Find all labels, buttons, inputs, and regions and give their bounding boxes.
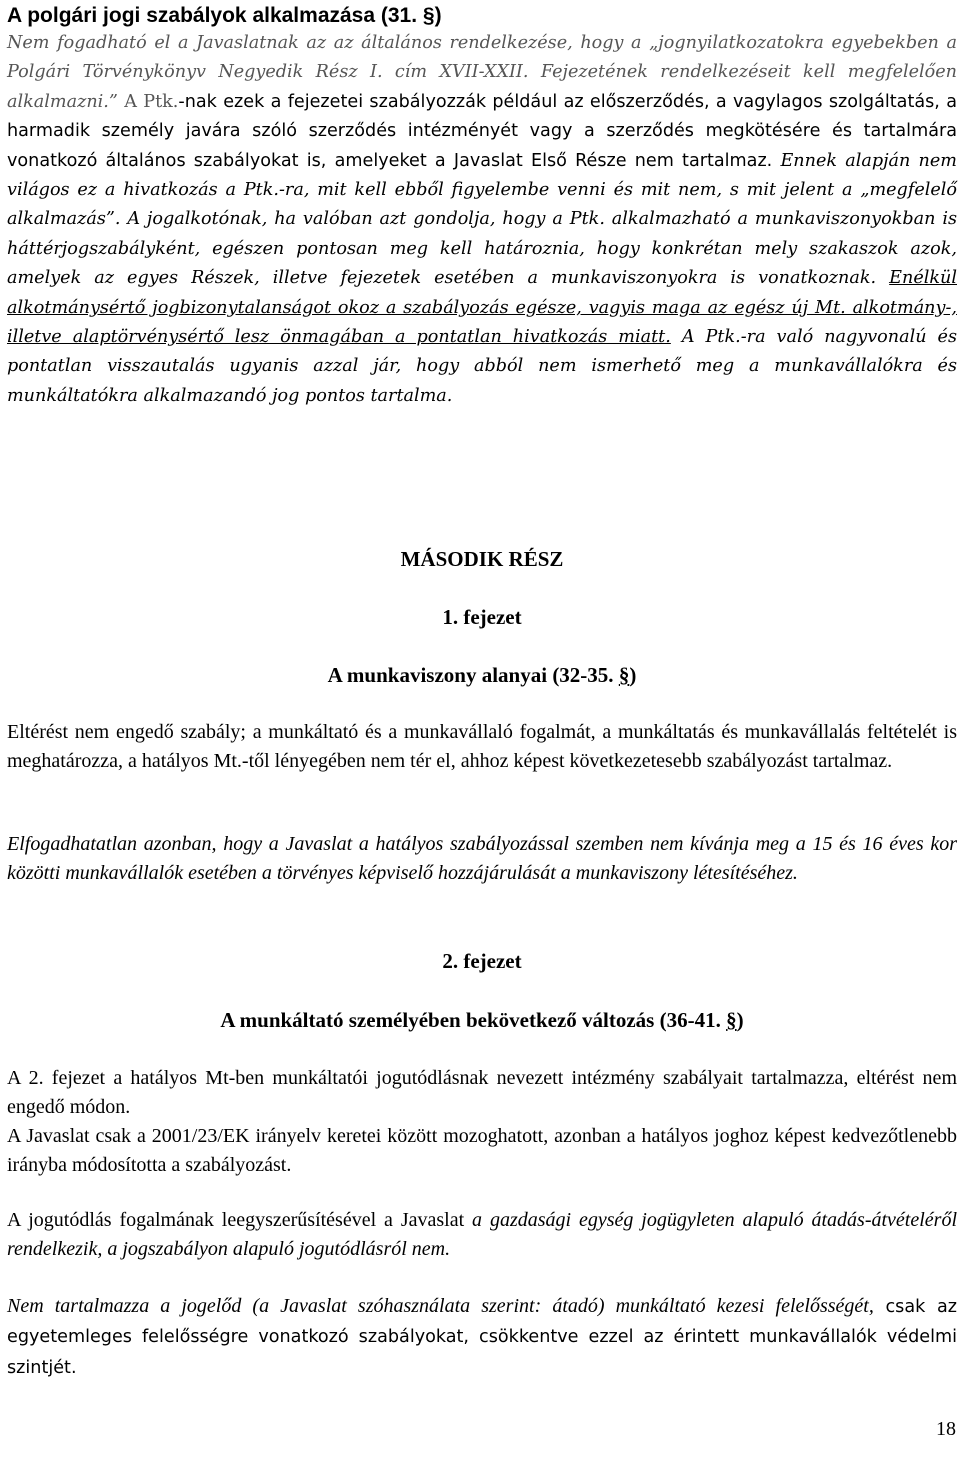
part-title: MÁSODIK RÉSZ [400, 547, 564, 571]
section-heading: A polgári jogi szabályok alkalmazása (31. §) [7, 4, 442, 27]
chapter-2-title-close: ) [736, 1008, 744, 1032]
chapter-1-number: 1. fejezet [442, 605, 522, 629]
chapter-2-title [7, 1006, 957, 1034]
paragraph-ptk-underlined: Enélkül alkotmánysértő jogbizonytalanságot okoz a szabályozás egésze, vagyis maga az egész új Mt. alkotmány-, illetve alaptörvénysértő lesz önmagában a pontatlan hivatkozás miatt. [7, 268, 957, 348]
paragraph-succession-concept [7, 1206, 957, 1265]
paragraph-minor-consent: Elfogadhatatlan azonban, hogy a Javaslat a hatályos szabályozással szemben nem kívánja meg a 15 és 16 éves kor közötti munkavállalók esetében a törvényes képviselő hozzájárulását a munkaviszony létesítéséhez. [7, 833, 957, 885]
paragraph-guarantor-rest: csak az egyetemleges felelősségre vonatkozó szabályokat, csökkentve ezzel az érintett munkavállalók védelmi szintjét. [7, 1297, 957, 1378]
paragraph-ptk-quote: Nem fogadható el a Javaslatnak az az általános rendelkezése, hogy a „jognyilatkozatokra egyebekben a Polgári Törvénykönyv Negyedik Rész I. cím XVII-XXII. Fejezetének rendelkezéseit kell megfelelően alkalmazni.” [7, 33, 957, 112]
paragraph-directive: A Javaslat csak a 2001/23/EK irányelv keretei között mozoghatott, azonban a hatályos joghoz képest kedvezőtlenebb irányba módosította a szabályozást. [7, 1125, 957, 1177]
chapter-1-title-text: A munkaviszony alanyai (32-35. [327, 663, 619, 687]
chapter-1-title-close: ) [629, 663, 637, 687]
paragraph-guarantor-italic: Nem tartalmazza a jogelőd (a Javaslat szóhasználata szerint: átadó) munkáltató kezesi felelősségét, [7, 1295, 874, 1317]
chapter-2-number: 2. fejezet [442, 949, 522, 973]
paragraph-ptk-conclusion: A Ptk.-ra való nagyvonalú és pontatlan visszautalás ugyanis azzal jár, hogy abból nem ismerhető meg a munkavállalókra és munkáltatókra alkalmazandó jog pontos tartalma. [7, 327, 957, 406]
paragraph-ptk-critique: Ennek alapján nem világos ez a hivatkozás a Ptk.-ra, mit kell ebből figyelembe venni és mit nem, s mit jelent a „megfelelő alkalmazás”. A jogalkotónak, ha valóban azt gondolja, hogy a Ptk. alkalmazható a munkaviszonyokban is háttérjogszabályként, egészen pontosan meg kell határoznia, hogy konkrétan mely szakaszok azok, amelyek az egyes Részek, illetve fejezetek esetében a munkaviszonyokra is vonatkoznak. [7, 150, 957, 289]
paragraph-guarantor-liability [7, 1292, 957, 1383]
paragraph-succession-lead: A jogutódlás fogalmának leegyszerűsítésével a Javaslat [7, 1209, 473, 1231]
paragraph-succession-italic: a gazdasági egység jogügyleten alapuló átadás-átvételéről rendelkezik, a jogszabályon alapuló jogutódlásról nem. [7, 1209, 958, 1261]
chapter-2-title-text: A munkáltató személyében bekövetkező változás (36-41. [220, 1008, 727, 1032]
paragraph-ptk-chapters: -nak ezek a fejezetei szabályozzák például az előszerződés, a vagylagos szolgáltatás, a harmadik személy javára szóló szerződés intézményét vagy a szerződés megkötésére és tartalmára vonatkozó általános szabályokat is, amelyeket a Javaslat Első Része nem tartalmaz. [7, 91, 957, 171]
chapter-1-title [7, 661, 957, 689]
chapter-1-section-sign: § [618, 663, 630, 687]
page-number: 18 [936, 1418, 956, 1440]
paragraph-ptk-reference [7, 29, 957, 411]
paragraph-succession-rules: A 2. fejezet a hatályos Mt-ben munkáltatói jogutódlásnak nevezett intézmény szabályait tartalmazza, eltérést nem engedő módon. [7, 1067, 957, 1119]
chapter-2-section-sign: § [726, 1008, 737, 1032]
paragraph-employer-definition: Eltérést nem engedő szabály; a munkáltató és a munkavállaló fogalmát, a munkáltatás és munkavállalás feltételét is meghatározza, a hatályos Mt.-től lényegében nem tér el, ahhoz képest következetesebb szabályozást tartalmaz. [7, 721, 957, 773]
paragraph-ptk-label: A Ptk. [124, 91, 179, 112]
